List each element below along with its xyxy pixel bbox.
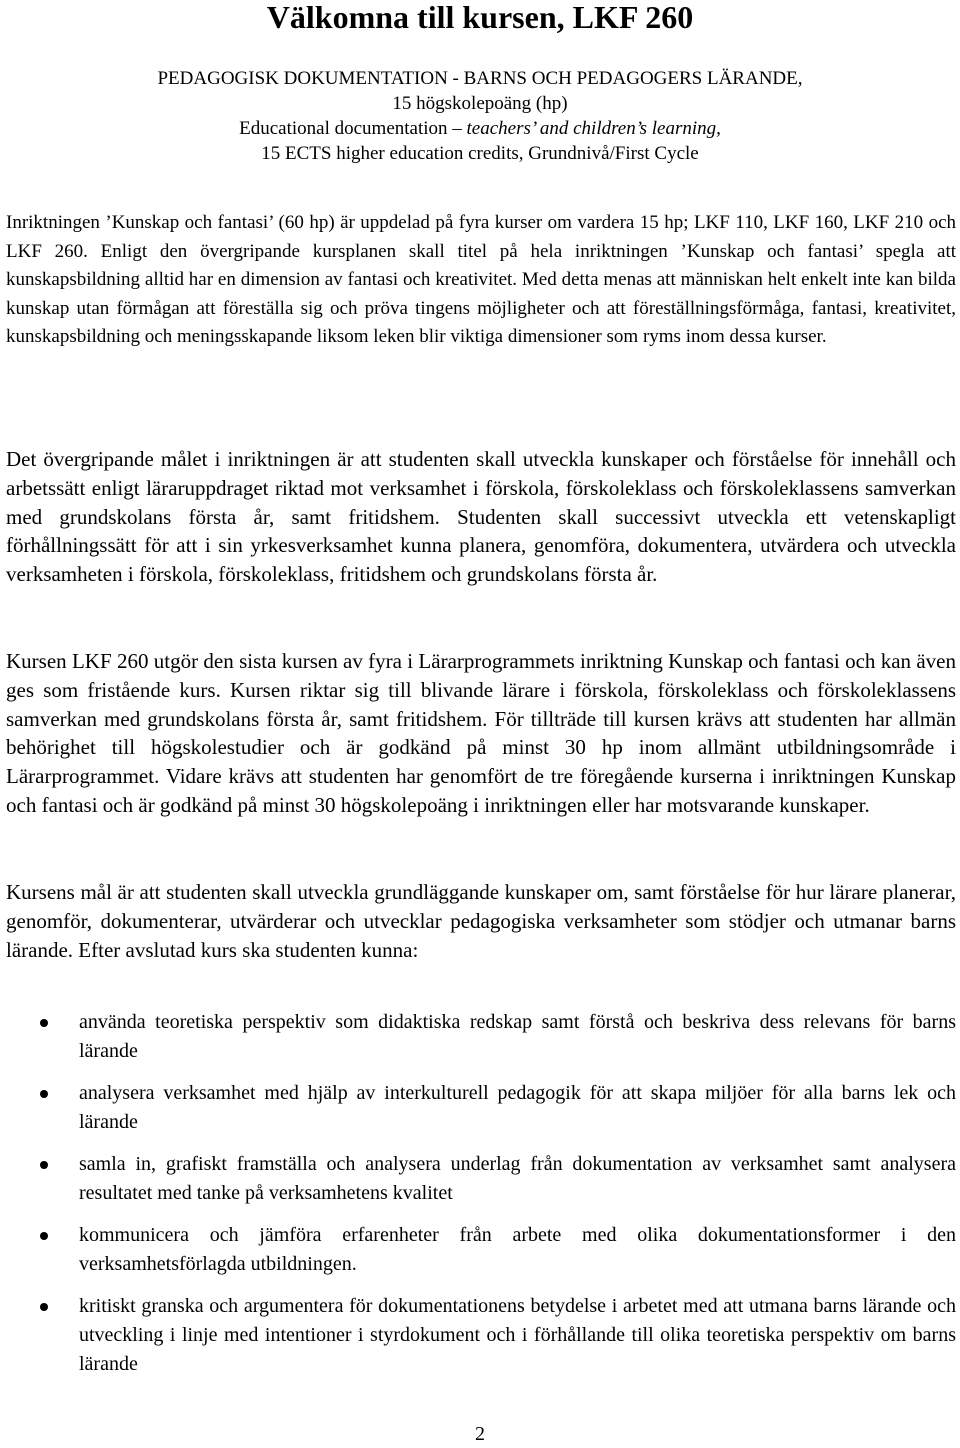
course-name-english bbox=[0, 116, 960, 141]
bullet-icon bbox=[40, 1303, 48, 1311]
course-name-swedish: PEDAGOGISK DOKUMENTATION - BARNS OCH PEDAGOGERS LÄRANDE, bbox=[157, 68, 803, 89]
list-item-text: använda teoretiska perspektiv som didaktiska redskap samt förstå och beskriva dess relevans för barns lärande bbox=[79, 1011, 956, 1062]
course-name-english-plain: Educational documentation – bbox=[239, 118, 467, 139]
list-item-text: kommunicera och jämföra erfarenheter från arbete med olika dokumentationsformer i den verksamhetsförlagda utbildningen. bbox=[79, 1224, 956, 1275]
course-subtitle-block bbox=[0, 66, 960, 166]
bullet-icon bbox=[40, 1232, 48, 1240]
course-credits-swedish: 15 högskolepoäng (hp) bbox=[392, 93, 568, 114]
paragraph-course-goals: Kursens mål är att studenten skall utveckla grundläggande kunskaper om, samt förståelse för hur lärare planerar, genomför, dokumenterar, utvärderar och utvecklar pedagogiska verksamheter som stödjer och utmanar barns lärande. Efter avslutad kurs ska studenten kunna: bbox=[6, 880, 956, 962]
page-number: 2 bbox=[475, 1423, 485, 1445]
list-item-text: samla in, grafiskt framställa och analysera underlag från dokumentation av verksamhet samt analysera resultatet med tanke på verksamhetens kvalitet bbox=[79, 1153, 956, 1204]
bullet-icon bbox=[40, 1161, 48, 1169]
list-item bbox=[0, 1292, 960, 1379]
list-item bbox=[0, 1221, 960, 1279]
list-item bbox=[0, 1150, 960, 1208]
paragraph-specialization: Inriktningen ’Kunskap och fantasi’ (60 hp) är uppdelad på fyra kurser om vardera 15 hp; LKF 110, LKF 160, LKF 210 och LKF 260. Enligt den övergripande kursplanen skall titel på hela inriktningen ’Kunskap och fantasi’ spegla att kunskapsbildning alltid har en dimension av fantasi och kreativitet. Med detta menas att människan helt enkelt inte kan bilda kunskap utan förmågan att föreställa sig och pröva tingens möjligheter och att föreställningsförmåga, fantasi, kreativitet, kunskapsbildning och meningsskapande liksom leken blir viktiga dimensioner som ryms inom dessa kurser. bbox=[6, 212, 956, 347]
paragraph-overall-goal: Det övergripande målet i inriktningen är att studenten skall utveckla kunskaper och förståelse för innehåll och arbetssätt enligt läraruppdraget riktad mot verksamhet i förskola, förskoleklass och förskoleklassens samverkan med grundskolans första år, samt fritidshem. Studenten skall successivt utveckla ett vetenskapligt förhållningssätt för att i sin yrkesverksamhet kunna planera, genomföra, dokumentera, utvärdera och utveckla verksamheten i förskola, förskoleklass, fritidshem och grundskolans första år. bbox=[6, 447, 956, 587]
list-item-text: kritiskt granska och argumentera för dokumentationens betydelse i arbetet med att utmana barns lärande och utveckling i linje med intentioner i styrdokument och i förhållande till olika teoretiska perspektiv om barns lärande bbox=[79, 1295, 956, 1375]
bullet-icon bbox=[40, 1019, 48, 1027]
learning-outcomes-list bbox=[0, 1008, 960, 1392]
course-credits-english: 15 ECTS higher education credits, Grundnivå/First Cycle bbox=[261, 143, 699, 164]
list-item bbox=[0, 1079, 960, 1137]
paragraph-course-description: Kursen LKF 260 utgör den sista kursen av fyra i Lärarprogrammets inriktning Kunskap och fantasi och kan även ges som fristående kurs. Kursen riktar sig till blivande lärare i förskola, förskoleklass och förskoleklassens samverkan med grundskolans första år, samt fritidshem. För tillträde till kursen krävs att studenten har allmän behörighet till högskolestudier och är godkänd på minst 30 hp inom allmänt utbildningsområde i Lärarprogrammet. Vidare krävs att studenten har genomfört de tre föregående kurserna i inriktningen Kunskap och fantasi och är godkänd på minst 30 högskolepoäng i inriktningen eller har motsvarande kunskaper. bbox=[6, 649, 956, 817]
list-item bbox=[0, 1008, 960, 1066]
course-name-english-italic: teachers’ and children’s learning, bbox=[466, 118, 721, 139]
document-title: Välkomna till kursen, LKF 260 bbox=[266, 0, 694, 35]
list-item-text: analysera verksamhet med hjälp av interkulturell pedagogik för att skapa miljöer för alla barns lek och lärande bbox=[79, 1082, 956, 1133]
bullet-icon bbox=[40, 1090, 48, 1098]
